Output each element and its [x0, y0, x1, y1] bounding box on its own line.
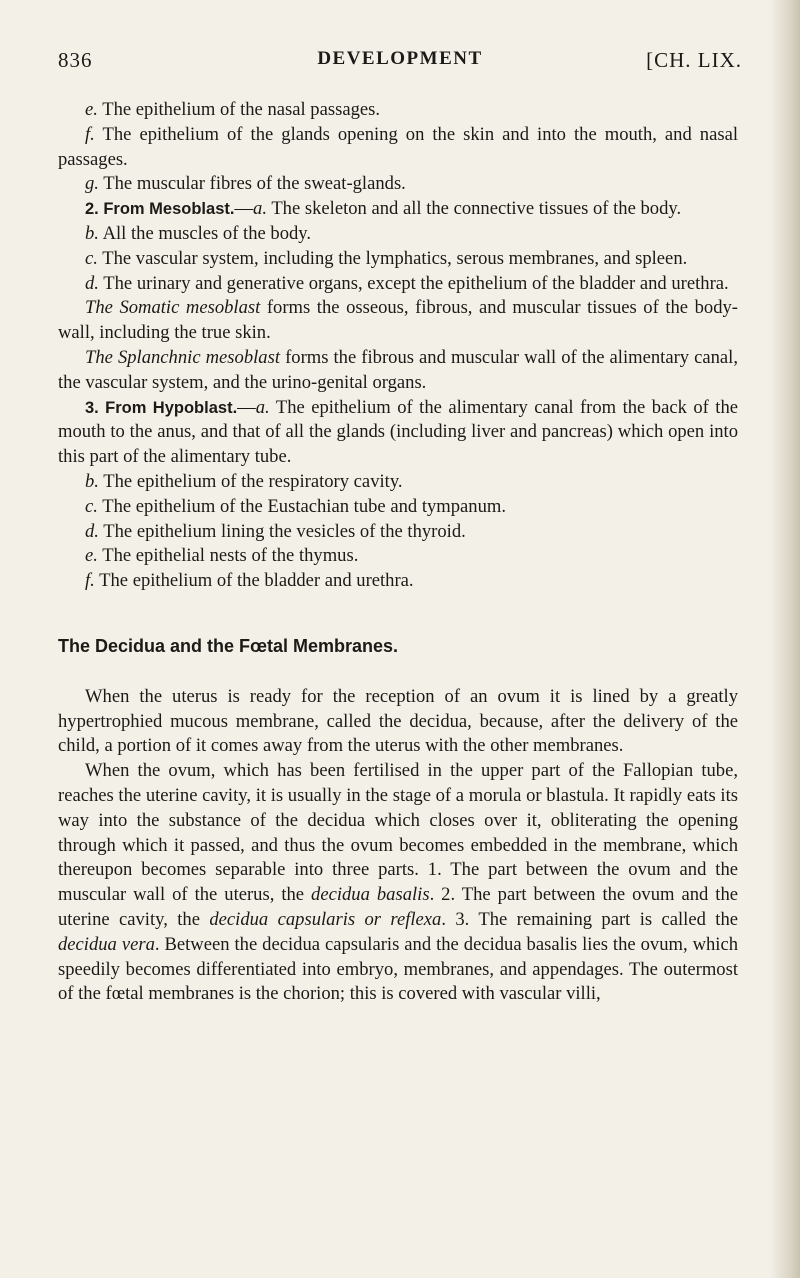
- list-item: b. All the muscles of the body.: [85, 222, 312, 244]
- mesoblast-heading: 2. From Mesoblast.: [85, 200, 235, 219]
- splanchnic-paragraph: The Splanchnic mesoblast forms the fibrous and muscular wall of the alimentary canal, the vascular system, and the urino-genital organs.: [58, 346, 738, 393]
- list-item: f. The epithelium of the glands opening on the skin and into the mouth, and nasal passages.: [58, 123, 738, 170]
- chapter-label: [CH. LIX.: [646, 48, 742, 72]
- list-item: g. The muscular fibres of the sweat-glands.: [85, 173, 406, 195]
- list-item: d. The epithelium lining the vesicles of the thyroid.: [85, 520, 466, 542]
- list-item: e. The epithelium of the nasal passages.: [85, 99, 381, 120]
- list-item: f. The epithelium of the bladder and urethra.: [85, 570, 414, 592]
- list-item: d. The urinary and generative organs, except the epithelium of the bladder and urethra.: [85, 272, 729, 294]
- paragraph: When the ovum, which has been fertilised in the upper part of the Fallopian tube, reaches the uterine cavity, it is usually in the stage of a morula or blastula. It rapidly eats its way into the substance of the decidua which closes over it, obliterating the opening through which it passed, and thus the ovum becomes embedded in the membrane, which thereupon becomes separable into three parts. 1. The part between the ovum and the muscular wall of the uterus, the decidua basalis. 2. The part between the ovum and the uterine cavity, the decidua capsularis or reflexa. 3. The remaining part is called the decidua vera. Between the decidua capsularis and the decidua basalis lies the ovum, which speedily becomes differentiated into embryo, membranes, and appendages. The outermost of the fœtal membranes is the chorion; this is covered with vascular villi,: [58, 760, 739, 1005]
- somatic-paragraph: The Somatic mesoblast forms the osseous, fibrous, and muscular tissues of the body-wall, including the true skin.: [58, 297, 738, 344]
- list-item: c. The vascular system, including the lymphatics, serous membranes, and spleen.: [85, 247, 688, 269]
- page-number: 836: [58, 48, 93, 72]
- list-item: c. The epithelium of the Eustachian tube and tympanum.: [85, 495, 507, 517]
- running-header: [58, 48, 742, 78]
- body-text: [58, 98, 738, 1007]
- list-item: e. The epithelial nests of the thymus.: [85, 545, 359, 567]
- hypoblast-heading: 3. From Hypoblast.: [85, 398, 238, 417]
- list-item: 3. From Hypoblast.—a. The epithelium of the alimentary canal from the back of the mouth to the anus, and that of all the glands (including liver and pancreas) which open into this part of the alimentary tube.: [58, 396, 739, 468]
- list-item: b. The epithelium of the respiratory cavity.: [85, 470, 403, 492]
- section-heading: The Decidua and the Fœtal Membranes.: [58, 635, 399, 656]
- list-item: 2. From Mesoblast.—a. The skeleton and all the connective tissues of the body.: [85, 198, 682, 220]
- paragraph: When the uterus is ready for the reception of an ovum it is lined by a greatly hypertrophied mucous membrane, called the decidua, because, after the delivery of the child, a portion of it comes away from the uterus with the other membranes.: [58, 685, 738, 757]
- running-title: DEVELOPMENT: [317, 48, 483, 69]
- page-edge-shadow: [770, 0, 800, 1278]
